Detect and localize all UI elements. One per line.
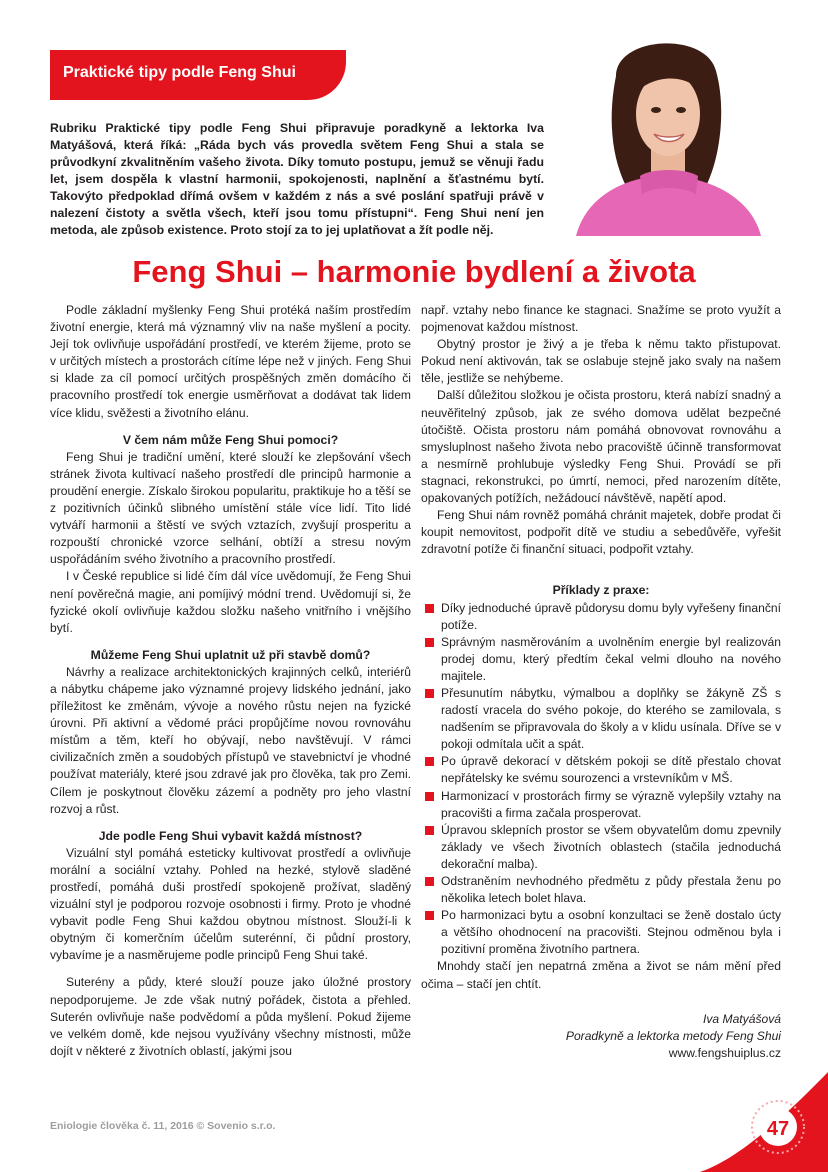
page-corner-graphic <box>700 1072 828 1172</box>
paragraph: Návrhy a realizace architektonických krajinných celků, interiérů a nábytku chápeme jako významné projevy lidského jednání, jako příležitost ke změnám, vývoje a nového růstu nejen na fyzické úrovni. Při aktivní a vědomé práci propůjčíme novou rovnováhu místům a těm, kteří ho obývají, nebo navštěvují. V rámci civilizačních změn a soudobých přístupů ve stavebnictví je vhodné používat materiály, které jsou zdravé jak pro člověka, tak pro Zemi. Cílem je poskytnout člověku zázemí a podněty pro jeho vlastní rozvoj a růst. <box>50 664 411 816</box>
website-link[interactable]: www.fengshuiplus.cz <box>668 1045 781 1060</box>
list-item: Správným nasměrováním a uvolněním energie byl realizován prodej domu, který předtím čekal velmi dlouho na nového majitele. <box>421 634 781 685</box>
list-item: Odstraněním nevhodného předmětu z půdy přestala ženu po několika letech bolet hlava. <box>421 873 781 907</box>
paragraph: Suterény a půdy, které slouží pouze jako úložné prostory nepodporujeme. Je zde však nutný pořádek, čistota a přehled. Suterén ovlivňuje naše podvědomí a půda myšlení. Pokud žijeme ve velkém domě, kde nejsou využívány všechny místnosti, může dojít v některé z životních oblastí, jakými jsou <box>50 975 411 1058</box>
page-number: 47 <box>766 1118 790 1140</box>
section-title: Praktické tipy podle Feng Shui <box>63 64 296 81</box>
examples-heading: Příklady z praxe: <box>552 583 650 598</box>
bullet-square-icon <box>425 826 434 835</box>
paragraph: Podle základní myšlenky Feng Shui protéká naším prostředím životní energie, která má významný vliv na naše myšlení a pocity. Její tok ovlivňuje uspořádání prostředí, ve kterém žijeme, proto se v určitých místech a prostorách cítíme lépe než v jiných. Feng Shui si klade za cíl pomocí určitých prospěšných změn domácího či pracovního prostředí tok energie usměrňovat a dodávat tak lidem více klidu, svěžesti a životního elánu. <box>50 303 411 420</box>
bullet-square-icon <box>425 689 434 698</box>
intro-paragraph: Rubriku Praktické tipy podle Feng Shui připravuje poradkyně a lektorka Iva Matyášová, která říká: „Ráda bych vás provedla světem Feng Shui a stala se průvodkyní zkvalitněním vašeho života. Díky tomuto postupu, jemuž se věnuji řadu let, jsem dospěla k vlastní harmonii, spokojenosti, naplnění a šťastnému bytí. Takovýto předpoklad dřímá ovšem v každém z nás a své poslání spatřuji právě v nalezení čistoty a světla všech, kteří jsou tomu přístupni“. Feng Shui není jen metoda, ale způsob existence. Proto stojí za to jej uplatňovat a žít podle něj. <box>50 121 544 237</box>
paragraph: Další důležitou složkou je očista prostoru, která nabízí snadný a neuvěřitelný způsob, jak ze svého domova udělat bezpečné útočiště. Očista prostoru nám pomáhá obnovovat rovnováhu a smysluplnost našeho života nebo pracoviště účinně transformovat a nesmírně prohlubuje výsledky Feng Shui. Provádí se při stagnaci, rekonstrukci, po úmrtí, nemoci, před narozením dítěte, opakovaných potížích, nežádoucí návštěvě, napětí apod. <box>421 388 781 506</box>
examples-list <box>421 600 781 959</box>
list-item: Přesunutím nábytku, výmalbou a doplňky se žákyně ZŠ s radostí vracela do svého pokoje, do kterého se zamilovala, s nadšením se připravovala do školy a v klidu usínala. Dříve se v pokoji odmítala učit a spát. <box>421 685 781 753</box>
left-column <box>50 302 411 1060</box>
paragraph: I v České republice si lidé čím dál více uvědomují, že Feng Shui není pověrečná magie, ani pomíjivý módní trend. Uvědomují si, že fyzické okolí ovlivňuje každou složku našeho vnitřního i vnějšího bytí. <box>50 569 411 635</box>
bullet-square-icon <box>425 792 434 801</box>
paragraph: např. vztahy nebo finance ke stagnaci. Snažíme se proto využít a pojmenovat každou místnost. <box>421 303 781 335</box>
list-item: Po úpravě dekorací v dětském pokoji se dítě přestalo chovat nepřátelsky ke svému sourozenci a vrstevníkům v MŠ. <box>421 753 781 787</box>
footer-text: Eniologie člověka č. 11, 2016 © Sovenio s.r.o. <box>50 1120 276 1132</box>
subheading: V čem nám může Feng Shui pomoci? <box>122 432 339 447</box>
subheading: Jde podle Feng Shui vybavit každá místnost? <box>98 828 363 843</box>
bullet-square-icon <box>425 877 434 886</box>
section-banner <box>50 50 346 100</box>
paragraph: Mnohdy stačí jen nepatrná změna a život se nám mění před očima – stačí jen chtít. <box>421 959 781 991</box>
bullet-square-icon <box>425 911 434 920</box>
paragraph: Feng Shui je tradiční umění, které slouží ke zlepšování všech stránek života kultivací našeho prostředí dle principů harmonie a proudění energie. Získalo širokou popularitu, praktikuje ho a těší se z pozitivních účinků slibného umístění stále více lidí. Tito lidé vytváří harmonii a štěstí ve svých vztazích, zvyšují prosperitu a rozpouští chronické vzorce selhání, obtíží a stresu novým uspořádáním svého životního a pracovního prostředí. <box>50 449 411 567</box>
paragraph: Obytný prostor je živý a je třeba k němu takto přistupovat. Pokud není aktivován, tak se oslabuje stejně jako svaly na našem těle, jestliže se nehýbeme. <box>421 337 781 386</box>
bullet-square-icon <box>425 638 434 647</box>
bullet-square-icon <box>425 757 434 766</box>
bullet-square-icon <box>425 604 434 613</box>
subheading: Můžeme Feng Shui uplatnit už při stavbě domů? <box>90 647 371 662</box>
list-item: Po harmonizaci bytu a osobní konzultaci se ženě dostalo úcty a většího ohodnocení na pracovišti. Stejnou odměnou byla i pozitivní proměna životního partnera. <box>421 907 781 958</box>
paragraph: Feng Shui nám rovněž pomáhá chránit majetek, dobře prodat či koupit nemovitost, podpořit dítě ve studiu a sebedůvěře, vyřešit zdravotní potíže či finanční situaci, podpořit vztahy. <box>421 508 781 557</box>
author-role: Poradkyně a lektorka metody Feng Shui <box>565 1028 781 1043</box>
signature <box>421 1011 781 1062</box>
author-portrait <box>556 36 778 236</box>
right-column <box>421 302 781 1062</box>
list-item: Harmonizací v prostorách firmy se výrazně vylepšily vztahy na pracovišti a firma začala prosperovat. <box>421 788 781 822</box>
article-title: Feng Shui – harmonie bydlení a života <box>132 254 696 289</box>
paragraph: Vizuální styl pomáhá esteticky kultivovat prostředí a ovlivňuje morální a sociální vztahy. Pohled na hezké, stylově sladěné prostředí, pomáhá duši prostředí spokojeně prožívat, sladěný vizuální styl je podporou rozvoje osobnosti i firmy. Proto je vhodné vybavit podle Feng Shui každou obytnou místnost. Slouží-li k obytným či komerčním účelům suterénní, či půdní prostory, vybavíme je a nasměrujeme podle principů Feng Shui také. <box>50 845 411 963</box>
list-item: Úpravou sklepních prostor se všem obyvatelům domu zpevnily základy ve všech životních oblastech (stačila jednoduchá dekorační malba). <box>421 822 781 873</box>
author-name: Iva Matyášová <box>703 1011 781 1026</box>
list-item: Díky jednoduché úpravě půdorysu domu byly vyřešeny finanční potíže. <box>421 600 781 634</box>
